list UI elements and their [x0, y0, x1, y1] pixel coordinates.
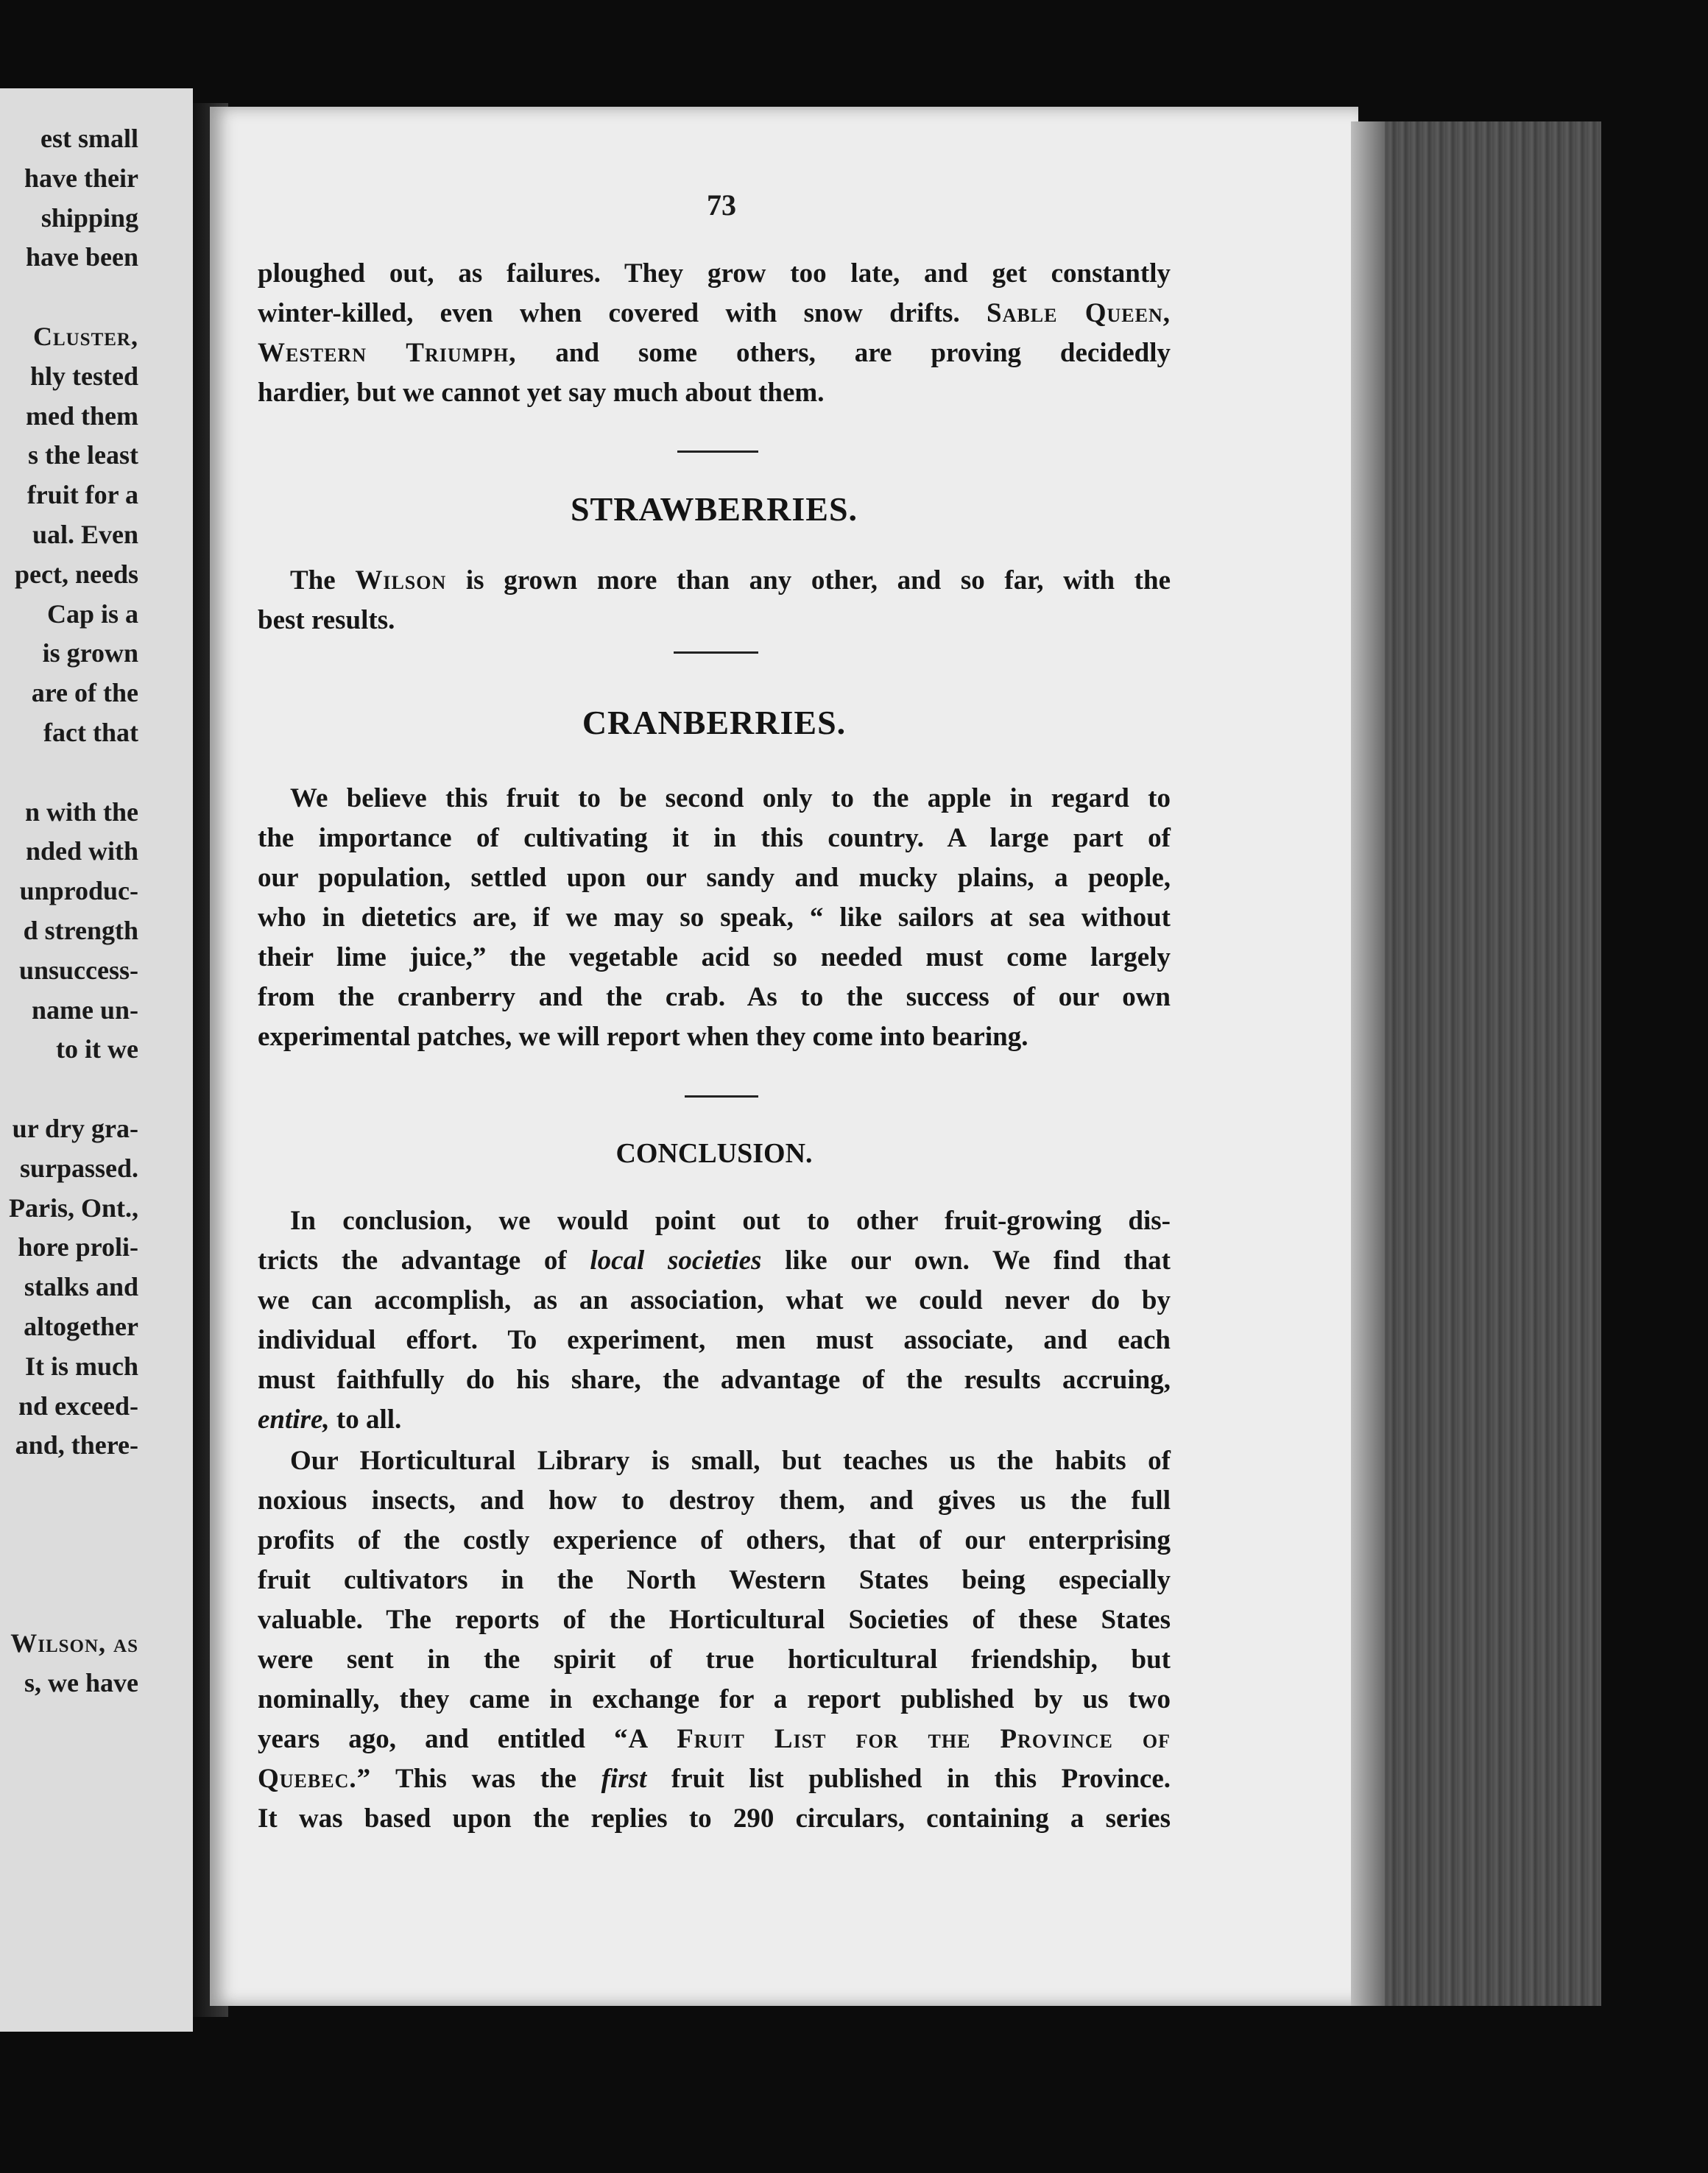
section-divider [677, 451, 758, 453]
book-title: “A Fruit List for the Province of [614, 1724, 1171, 1754]
previous-page-line: hore proli- [18, 1232, 138, 1262]
previous-page-line: nded with [25, 836, 138, 866]
previous-page-line: nd exceed- [18, 1391, 138, 1421]
previous-page-line: is grown [42, 638, 138, 668]
previous-page-line: n with the [24, 796, 138, 827]
previous-page-line: Wilson, as [10, 1628, 138, 1658]
text-line: nominally, they came in exchange for a report published by us two [258, 1684, 1171, 1714]
text-line: valuable. The reports of the Horticultural Societies of these States [258, 1605, 1171, 1635]
section-heading-conclusion: CONCLUSION. [615, 1138, 813, 1169]
previous-page-line: to it we [56, 1034, 138, 1064]
previous-page-line: Cap is a [46, 598, 138, 629]
text-line: their lime juice,” the vegetable acid so needed must come largely [258, 942, 1171, 972]
previous-page-line: are of the [31, 678, 138, 708]
text-line: were sent in the spirit of true horticultural friendship, but [258, 1644, 1171, 1675]
previous-page-line: Paris, Ont., [9, 1192, 138, 1223]
section-heading-strawberries: STRAWBERRIES. [570, 490, 858, 528]
cranberries-paragraph [258, 779, 1171, 1057]
text-line: Western Triumph, and some others, are proving decidedly [258, 338, 1171, 368]
previous-page-line: unproduc- [19, 876, 138, 906]
emphasis: entire, [258, 1404, 330, 1435]
previous-page-line: and, there- [15, 1430, 138, 1460]
previous-page-line: name un- [31, 994, 138, 1025]
previous-page-fragment [0, 88, 193, 2032]
text-line: fruit cultivators in the North Western States being especially [258, 1565, 1171, 1595]
text-line: We believe this fruit to be second only to the apple in regard to [290, 783, 1171, 813]
conclusion-paragraph-2 [258, 1441, 1171, 1839]
book-page-edges [1351, 121, 1601, 2006]
previous-page-line: fact that [43, 718, 138, 747]
text-line: experimental patches, we will report when they come into bearing. [258, 1022, 1028, 1052]
previous-page-line: fruit for a [27, 480, 138, 510]
section-heading-cranberries: CRANBERRIES. [582, 704, 847, 741]
emphasis: local societies [590, 1246, 762, 1276]
text-line: entire, to all. [258, 1404, 402, 1435]
strawberries-paragraph [258, 561, 1171, 640]
text-line: individual effort. To experiment, men must associate, and each [258, 1325, 1171, 1355]
text-line: from the cranberry and the crab. As to the success of our own [258, 982, 1171, 1012]
text-line: must faithfully do his share, the advantage of the results accruing, [258, 1365, 1171, 1395]
variety-name: Western Triumph, [258, 338, 517, 368]
previous-page-line: have been [26, 242, 138, 272]
section-divider [685, 1095, 758, 1098]
previous-page-line: ur dry gra- [12, 1114, 138, 1143]
text-line: Quebec.” This was the first fruit list published in this Province. [258, 1764, 1171, 1794]
section-divider [674, 651, 758, 654]
text-line: winter-killed, even when covered with snow drifts. Sable Queen, [258, 298, 1171, 328]
text-line: In conclusion, we would point out to other fruit-growing dis- [290, 1206, 1171, 1236]
variety-name: Sable Queen, [987, 298, 1171, 328]
previous-page-line: Cluster, [32, 322, 138, 351]
previous-page-line: hly tested [30, 361, 138, 391]
emphasis: first [601, 1764, 647, 1794]
text-line: we can accomplish, as an association, what we could never do by [258, 1285, 1171, 1315]
text-line: best results. [258, 605, 395, 635]
book-page-edge-lip [1351, 121, 1385, 2006]
previous-page-line: shipping [40, 202, 138, 233]
text-line: noxious insects, and how to destroy them, and gives us the full [258, 1485, 1171, 1516]
previous-page-line: pect, needs [15, 559, 138, 589]
previous-page-line: med them [26, 400, 138, 431]
previous-page-line: est small [40, 124, 138, 153]
text-line: years ago, and entitled “A Fruit List for the Province of [258, 1724, 1171, 1754]
text-line: The Wilson is grown more than any other, and so far, with the [290, 565, 1171, 596]
previous-page-line: altogether [24, 1312, 138, 1341]
text-line: profits of the costly experience of others, that of our enterprising [258, 1525, 1171, 1555]
conclusion-paragraph-1 [258, 1201, 1171, 1440]
variety-name: Wilson [355, 565, 447, 596]
text-line: ploughed out, as failures. They grow too late, and get constantly [258, 258, 1171, 289]
intro-paragraph [258, 254, 1171, 413]
previous-page-line: have their [24, 163, 138, 193]
book-title: Quebec.” [258, 1764, 372, 1794]
previous-page-line: surpassed. [19, 1153, 138, 1183]
text-line: It was based upon the replies to 290 circulars, containing a series [258, 1803, 1171, 1834]
previous-page-line: ual. Even [32, 520, 138, 549]
text-line: Our Horticultural Library is small, but teaches us the habits of [290, 1446, 1171, 1476]
text-line: the importance of cultivating it in this country. A large part of [258, 823, 1171, 853]
page-number: 73 [707, 188, 736, 222]
text-line: who in dietetics are, if we may so speak, “ like sailors at sea without [258, 902, 1171, 933]
text-line: hardier, but we cannot yet say much about them. [258, 378, 825, 408]
previous-page-line: stalks and [24, 1272, 138, 1302]
previous-page-line: It is much [24, 1351, 138, 1381]
previous-page-line: unsuccess- [18, 955, 138, 985]
text-line: our population, settled upon our sandy and mucky plains, a people, [258, 863, 1171, 893]
previous-page-line: d strength [23, 916, 138, 945]
previous-page-line: s, we have [24, 1668, 138, 1698]
previous-page-line: s the least [28, 440, 138, 470]
text-line: tricts the advantage of local societies like our own. We find that [258, 1246, 1171, 1276]
